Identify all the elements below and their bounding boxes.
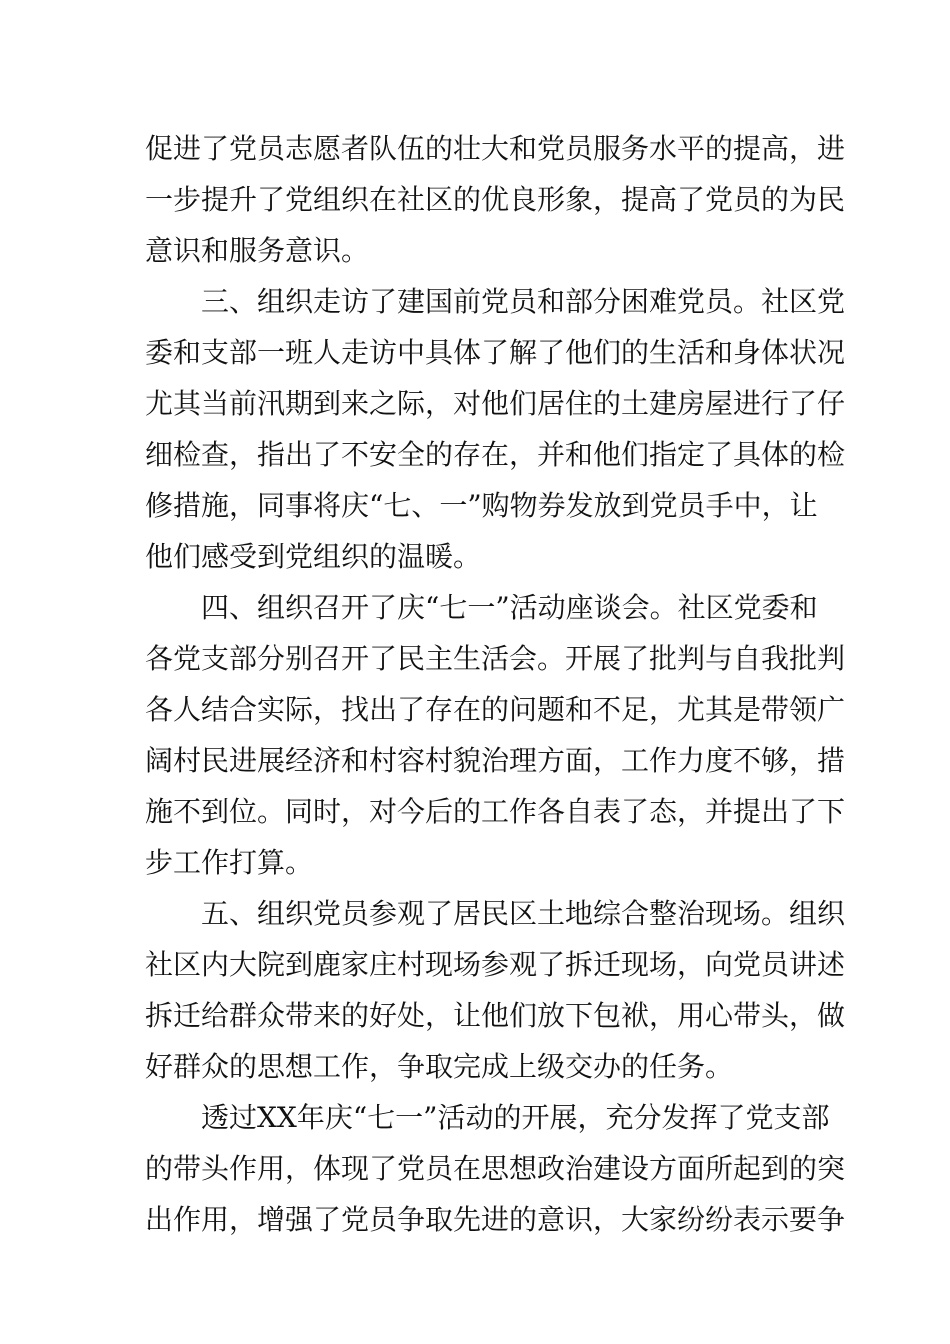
paragraph-start-line: 四、组织召开了庆“七一”活动座谈会。社区党委和	[201, 591, 818, 624]
text-line: 修措施，同事将庆“七、一”购物券发放到党员手中，让	[145, 489, 818, 522]
document-body	[145, 123, 846, 1245]
text-line: 促进了党员志愿者队伍的壮大和党员服务水平的提高，进	[145, 132, 846, 165]
paragraph-start-line: 三、组织走访了建国前党员和部分困难党员。社区党	[201, 285, 846, 318]
text-line: 各人结合实际，找出了存在的问题和不足，尤其是带领广	[145, 693, 846, 726]
text-line: 的带头作用，体现了党员在思想政治建设方面所起到的突	[145, 1152, 846, 1185]
text-line: 施不到位。同时，对今后的工作各自表了态，并提出了下	[145, 795, 846, 828]
text-line: 步工作打算。	[145, 846, 314, 879]
text-line: 阔村民进展经济和村容村貌治理方面，工作力度不够，措	[145, 744, 846, 777]
text-line: 各党支部分别召开了民主生活会。开展了批判与自我批判	[145, 642, 846, 675]
text-line: 好群众的思想工作，争取完成上级交办的任务。	[145, 1050, 734, 1083]
text-line: 一步提升了党组织在社区的优良形象，提高了党员的为民	[145, 183, 846, 216]
text-line: 拆迁给群众带来的好处，让他们放下包袱，用心带头，做	[145, 999, 846, 1032]
paragraph-start-line: 透过XX年庆“七一”活动的开展，充分发挥了党支部	[201, 1101, 830, 1134]
text-line: 意识和服务意识。	[145, 234, 370, 267]
text-line: 尤其当前汛期到来之际，对他们居住的土建房屋进行了仔	[145, 387, 846, 420]
text-line: 出作用，增强了党员争取先进的意识，大家纷纷表示要争	[145, 1203, 846, 1236]
text-line: 他们感受到党组织的温暖。	[145, 540, 482, 573]
text-line: 委和支部一班人走访中具体了解了他们的生活和身体状况	[145, 336, 846, 369]
text-line: 社区内大院到鹿家庄村现场参观了拆迁现场，向党员讲述	[145, 948, 846, 981]
paragraph-start-line: 五、组织党员参观了居民区土地综合整治现场。组织	[201, 897, 846, 930]
text-line: 细检查，指出了不安全的存在，并和他们指定了具体的检	[145, 438, 846, 471]
